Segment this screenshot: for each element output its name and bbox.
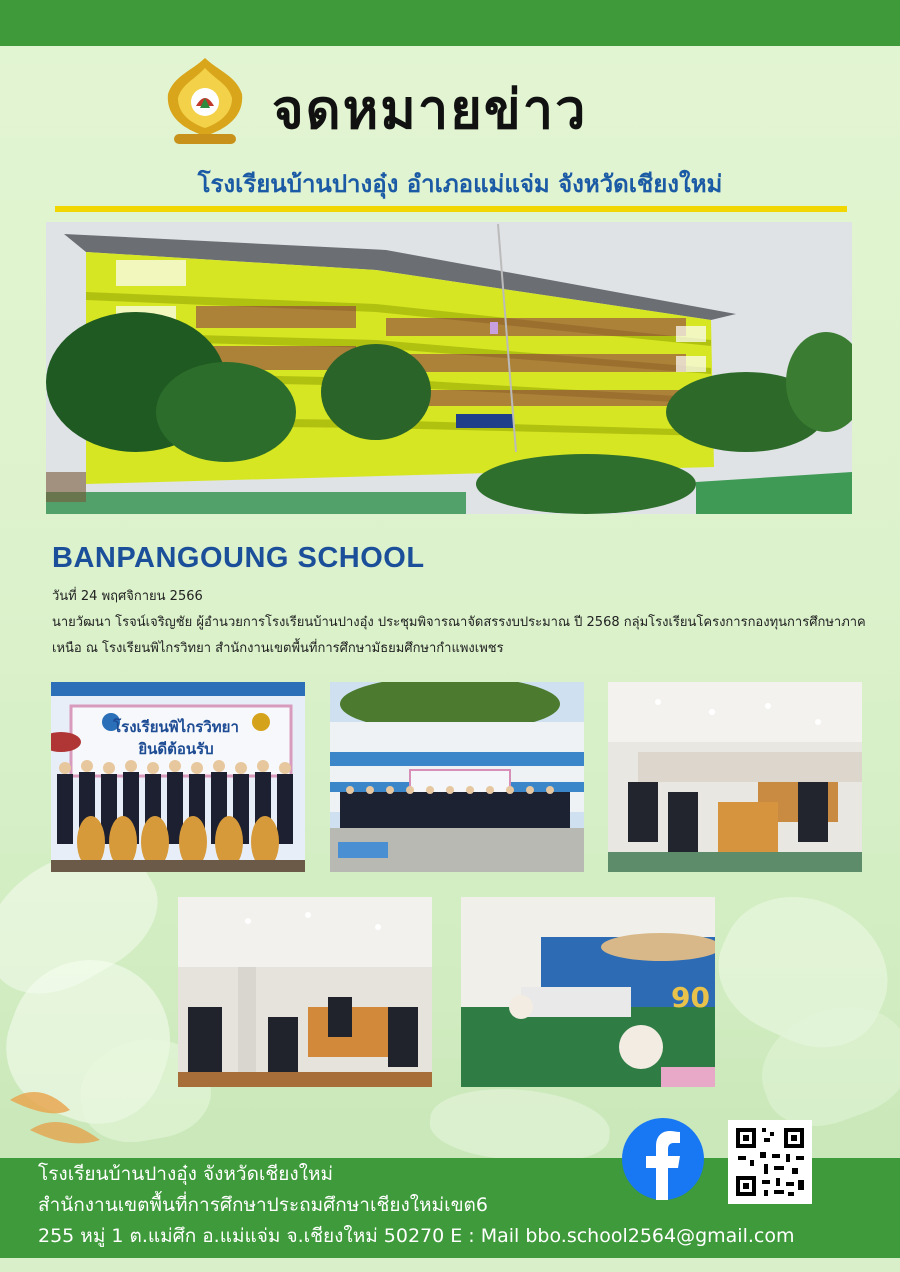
top-bar <box>0 0 900 46</box>
banner-text: โรงเรียนพิไกรวิทยา <box>113 718 239 736</box>
bottom-strip <box>0 1258 900 1272</box>
page-subtitle: โรงเรียนบ้านปางอุ๋ง อำเภอแม่แจ่ม จังหวัดเชียงใหม่ <box>197 170 723 198</box>
footer-school-name: โรงเรียนบ้านปางอุ๋ง จังหวัดเชียงใหม่ <box>38 1163 334 1185</box>
school-building-photo <box>46 222 852 514</box>
footer-office-name: สำนักงานเขตพื้นที่การศึกษาประถมศึกษาเชียงใหม่เขต6 <box>38 1194 488 1216</box>
school-emblem-icon <box>160 54 250 150</box>
welcome-text: ยินดีต้อนรับ <box>138 740 214 758</box>
meeting-hall-photo-1 <box>608 682 862 872</box>
outdoor-group-photo <box>330 682 584 872</box>
divider-line <box>55 206 847 212</box>
qr-code-icon[interactable] <box>728 1120 812 1204</box>
stage-decoration-photo <box>461 897 715 1087</box>
page-title: จดหมายข่าว <box>272 78 588 141</box>
svg-text:90: 90 <box>671 981 710 1014</box>
facebook-icon[interactable] <box>622 1118 704 1200</box>
school-name-heading: BANPANGOUNG SCHOOL <box>52 542 425 574</box>
welcome-group-photo <box>51 682 305 872</box>
article-date: วันที่ 24 พฤศจิกายน 2566 <box>52 589 203 604</box>
footer-address: 255 หมู่ 1 ต.แม่ศึก อ.แม่แจ่ม จ.เชียงใหม่ 50270 E : Mail bbo.school2564@gmail.com <box>38 1225 795 1247</box>
meeting-hall-photo-2 <box>178 897 432 1087</box>
article-description: นายวัฒนา โรจน์เจริญชัย ผู้อำนวยการโรงเรียนบ้านปางอุ๋ง ประชุมพิจารณาจัดสรรงบประมาณ ปี 2568 กลุ่มโรงเรียนโครงการกองทุนการศึกษาภาคเหนือ ณ โรงเรียนพิไกรวิทยา สำนักงานเขตพื้นที่การศึกษามัธยมศึกษากำแพงเพชร <box>52 615 866 656</box>
